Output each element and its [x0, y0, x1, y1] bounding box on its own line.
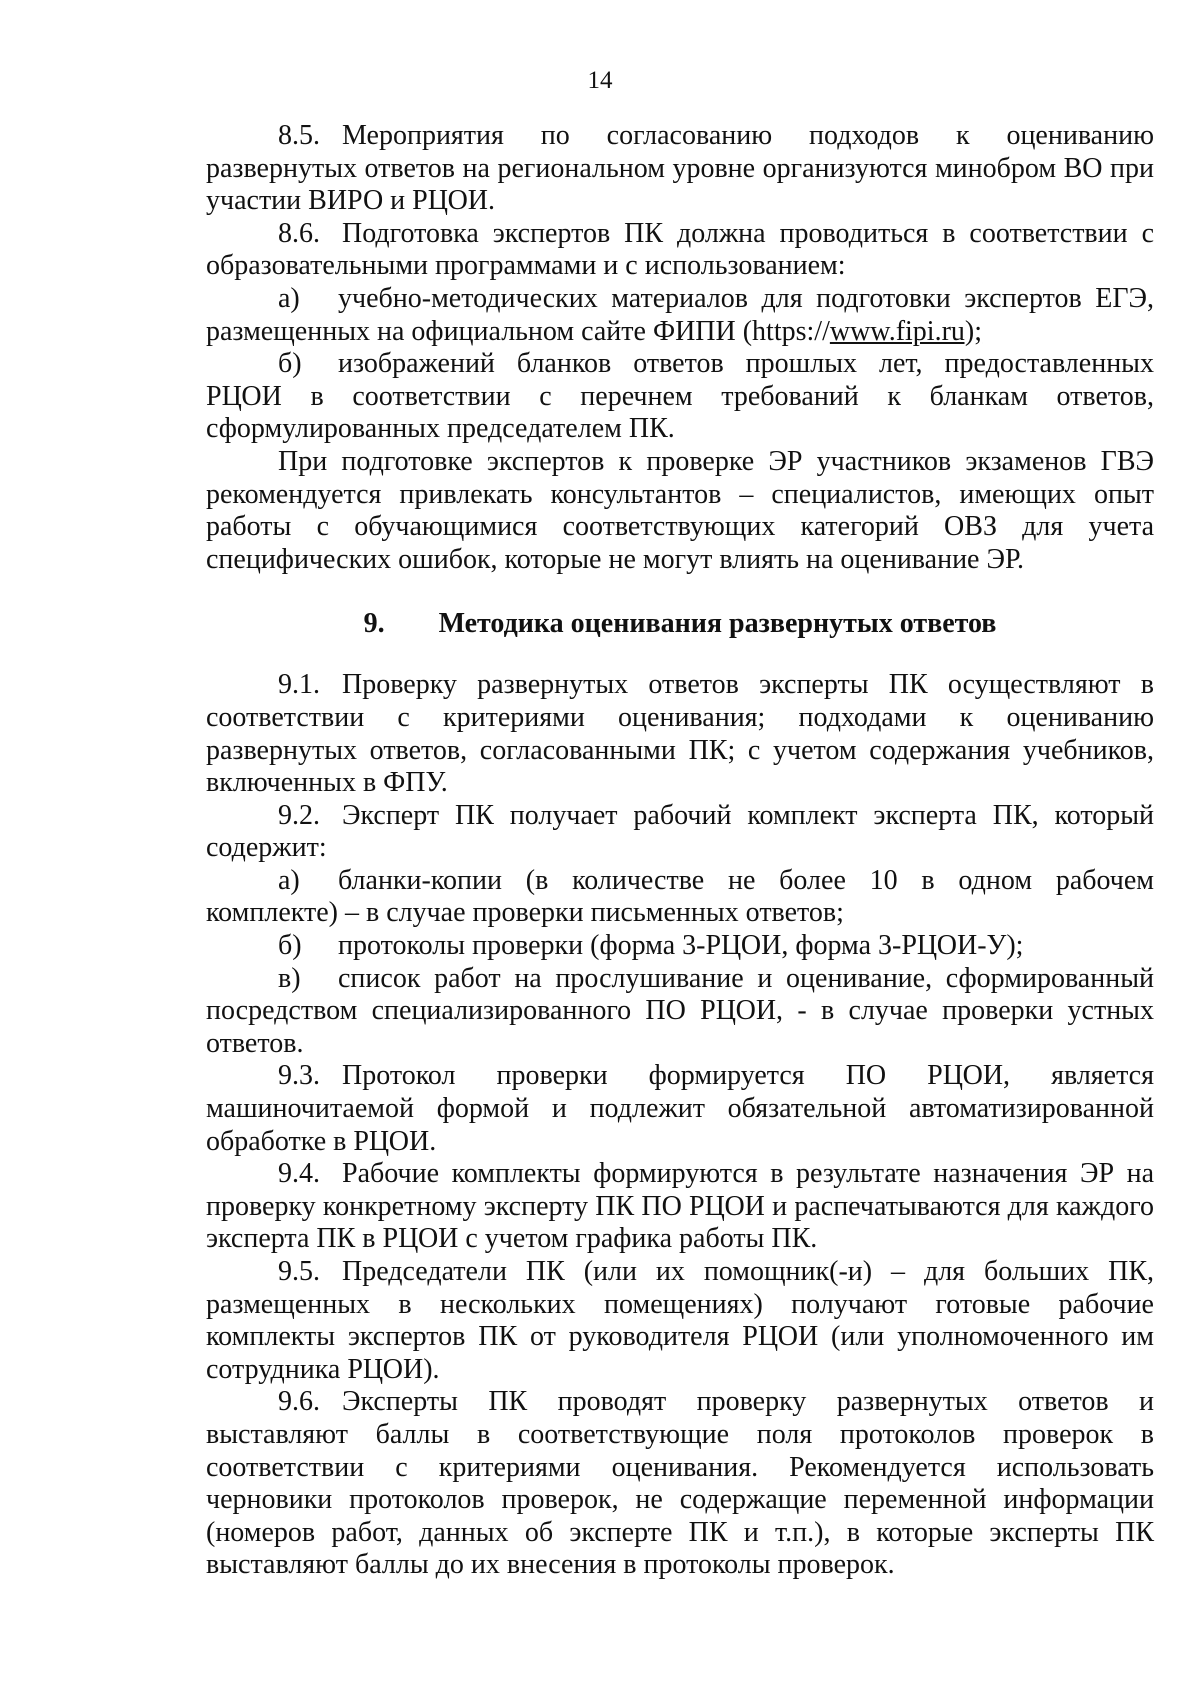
paragraph-text: изображений бланков ответов прошлых лет, предоставленных РЦОИ в соответствии с перечнем требований к бланкам ответов, сформулированных председателем ПК.	[206, 348, 1154, 445]
list-item-8-6-b	[206, 348, 1154, 446]
paragraph-text: бланки-копии (в количестве не более 10 в одном рабочем комплекте) – в случае проверки письменных ответов;	[206, 864, 1154, 929]
paragraph-text: учебно-методических материалов для подготовки экспертов ЕГЭ, размещенных на официальном сайте ФИПИ (https://	[206, 282, 1154, 347]
section-heading-title: Методика оценивания развернутых ответов	[438, 608, 997, 640]
paragraph-8-5	[206, 120, 1154, 218]
list-letter: в)	[278, 962, 301, 994]
section-number: 8.5.	[278, 120, 320, 151]
list-item-8-6-a	[206, 283, 1154, 348]
section-number: 8.6.	[278, 217, 320, 249]
section-number: 9.4.	[278, 1158, 320, 1190]
paragraph-text: Проверку развернутых ответов эксперты ПК осуществляют в соответствии с критериями оценивания; подходами к оцениванию развернутых ответов, согласованными ПК; с учетом содержания учебников, включенных в ФПУ.	[206, 669, 1154, 799]
paragraph-gve-consultants: При подготовке экспертов к проверке ЭР участников экзаменов ГВЭ рекомендуется привлекать консультантов – специалистов, имеющих опыт работы с обучающимися соответствующих категорий ОВЗ для учета специфических ошибок, которые не могут влиять на оценивание ЭР.	[206, 445, 1154, 575]
section-number: 9.6.	[278, 1386, 320, 1418]
paragraph-9-1	[206, 669, 1154, 799]
list-item-9-2-b	[206, 930, 1154, 963]
paragraph-text: Рабочие комплекты формируются в результате назначения ЭР на проверку конкретному эксперту ПК ПО РЦОИ и распечатываются для каждого эксперта ПК в РЦОИ с учетом графика работы ПК.	[206, 1158, 1154, 1255]
list-item-9-2-a	[206, 865, 1154, 930]
paragraph-text: Эксперт ПК получает рабочий комплект эксперта ПК, который содержит:	[206, 799, 1154, 864]
list-item-9-2-c	[206, 963, 1154, 1061]
section-number: 9.3.	[278, 1060, 320, 1092]
list-letter: а)	[278, 282, 300, 314]
document-body	[206, 120, 1154, 1582]
list-letter: б)	[278, 930, 302, 962]
section-9-heading	[206, 608, 1154, 640]
paragraph-text: Председатели ПК (или их помощник(-и) – для больших ПК, размещенных в нескольких помещениях) получают готовые рабочие комплекты экспертов ПК от руководителя РЦОИ (или уполномоченного им сотрудника РЦОИ).	[206, 1256, 1154, 1385]
paragraph-text: Протокол проверки формируется ПО РЦОИ, является машиночитаемой формой и подлежит обязательной автоматизированной обработке в РЦОИ.	[206, 1060, 1154, 1157]
spacer	[206, 576, 1154, 608]
section-number: 9.2.	[278, 799, 320, 831]
paragraph-text: Подготовка экспертов ПК должна проводиться в соответствии с образовательными программами и с использованием:	[206, 217, 1154, 282]
paragraph-9-2	[206, 800, 1154, 865]
list-letter: а)	[278, 864, 300, 896]
paragraph-9-4	[206, 1158, 1154, 1256]
paragraph-text: Эксперты ПК проводят проверку развернутых ответов и выставляют баллы в соответствующие поля протоколов проверок в соответствии с критериями оценивания. Рекомендуется использовать черновики протоколов проверок, не содержащие переменной информации (номеров работ, данных об эксперте ПК и т.п.), в которые эксперты ПК выставляют баллы до их внесения в протоколы проверок.	[206, 1386, 1154, 1581]
page-number: 14	[587, 67, 613, 94]
fipi-link[interactable]: www.fipi.ru);	[829, 315, 983, 347]
spacer	[206, 640, 1154, 669]
list-letter: б)	[278, 348, 302, 380]
paragraph-8-6	[206, 218, 1154, 283]
paragraph-text: протоколы проверки (форма 3-РЦОИ, форма 3-РЦОИ-У);	[338, 930, 1024, 962]
section-number: 9.1.	[278, 669, 320, 701]
paragraph-9-5	[206, 1256, 1154, 1386]
paragraph-9-6	[206, 1386, 1154, 1582]
paragraph-text: Мероприятия по согласованию подходов к оцениванию развернутых ответов на региональном уровне организуются минобром ВО при участии ВИРО и РЦОИ.	[206, 120, 1154, 217]
paragraph-9-3	[206, 1060, 1154, 1158]
section-heading-number: 9.	[363, 608, 385, 640]
paragraph-text: список работ на прослушивание и оценивание, сформированный посредством специализированного ПО РЦОИ, - в случае проверки устных ответов.	[206, 962, 1154, 1059]
section-number: 9.5.	[278, 1256, 320, 1287]
